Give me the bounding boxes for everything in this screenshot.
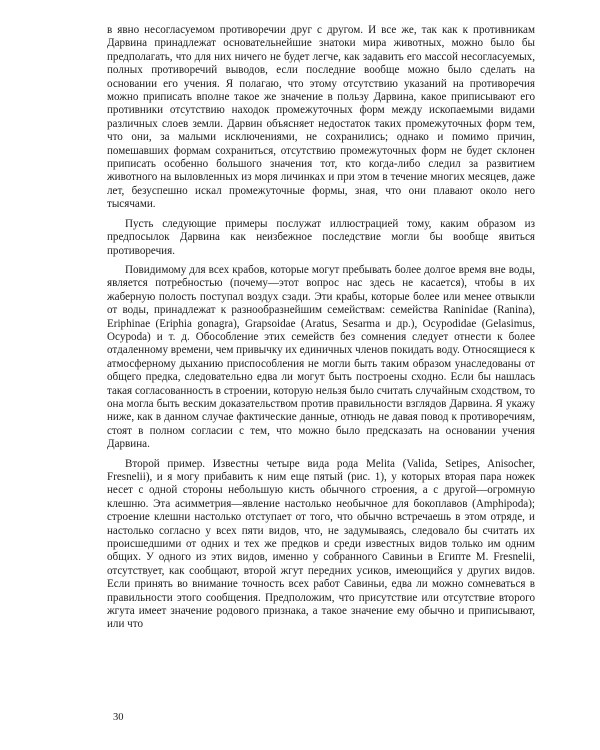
- paragraph-4: Второй пример. Известны четыре вида рода Melita (Valida, Setipes, Anisocher, Fresnelii), и я могу прибавить к ним еще пятый (рис. 1), у которых вторая пара ножек несет с одной стороны небольшую кисть обычного строения, а с другой—огромную клешню. Эта асимметрия—явление настолько необычное для бокоплавов (Amphipoda); строение клешни настолько отступает от того, что обычно встречаешь в этом отряде, и настолько согласно у всех пяти видов, что, не задумываясь, следовало бы считать их происшедшими от одних и тех же предков и среди известных видов только им одним общих. У одного из этих видов, именно у собранного Савиньи в Египте M. Fresnelii, отсутствует, как сообщают, второй жгут передних усиков, имеющийся у других видов. Если принять во внимание точность всех работ Савиньи, едва ли можно сомневаться в правильности этого сообщения. Предположим, что присутствие или отсутствие второго жгута имеет значение родового признака, а такое значение ему обычно и приписывают, или что: [107, 457, 535, 631]
- page-number: 30: [113, 712, 124, 723]
- body-text: [107, 24, 535, 638]
- paragraph-1: в явно несогласуемом противоречии друг с другом. И все же, так как к противникам Дарвина принадлежат основательнейшие знатоки мира животных, можно было бы предполагать, что для них ничего не будет легче, как задавить его массой несогласуемых, полных противоречий выводов, если последние вообще можно было сделать на основании его учения. Я полагаю, что этому отсутствию указаний на противоречия можно приписать вполне такое же значение в пользу Дарвина, какое приписывают его противники отсутствию находок промежуточных форм между ископаемыми видами различных слоев земли. Дарвин объясняет недостаток таких промежуточных форм тем, что они, за малыми исключениями, не сохранились; однако и помимо причин, помешавших формам сохраниться, отсутствию промежуточных форм не будет склонен приписать особенно большого значения тот, кто когда-либо следил за развитием животного на выловленных из моря личинках и при этом в течение многих месяцев, даже лет, безуспешно искал промежуточные формы, зная, что они плавают около него тысячами.: [107, 24, 535, 211]
- paragraph-2: Пусть следующие примеры послужат иллюстрацией тому, каким образом из предпосылок Дарвина как неизбежное последствие могли бы вообще явиться противоречия.: [107, 217, 535, 257]
- paragraph-3: Повидимому для всех крабов, которые могут пребывать более долгое время вне воды, является потребностью (почему—этот вопрос нас здесь не касается), чтобы в их жаберную полость поступал воздух сзади. Эти крабы, которые более или менее отвыкли от воды, принадлежат к разнообразнейшим семействам: семейства Raninidae (Ranina), Eriphinae (Eriphia gonagra), Grapsoidae (Aratus, Sesarma и др.), Ocypodidae (Gelasimus, Ocypoda) и т. д. Обособление этих семейств без сомнения следует отнести к более отдаленному времени, чем привычку их единичных членов покидать воду. Относящиеся к атмосферному дыханию приспособления не могли быть таким образом унаследованы от общего предка, следовательно едва ли могут быть построены сходно. Если бы нашлась такая согласованность в строении, которую нельзя было считать случайным сходством, то она могла быть веским доказательством против правильности взглядов Дарвина. Я укажу ниже, как в данном случае фактические данные, отнюдь не давая повод к противоречиям, стоят в полном согласии с тем, что можно было предсказать на основании учения Дарвина.: [107, 263, 536, 451]
